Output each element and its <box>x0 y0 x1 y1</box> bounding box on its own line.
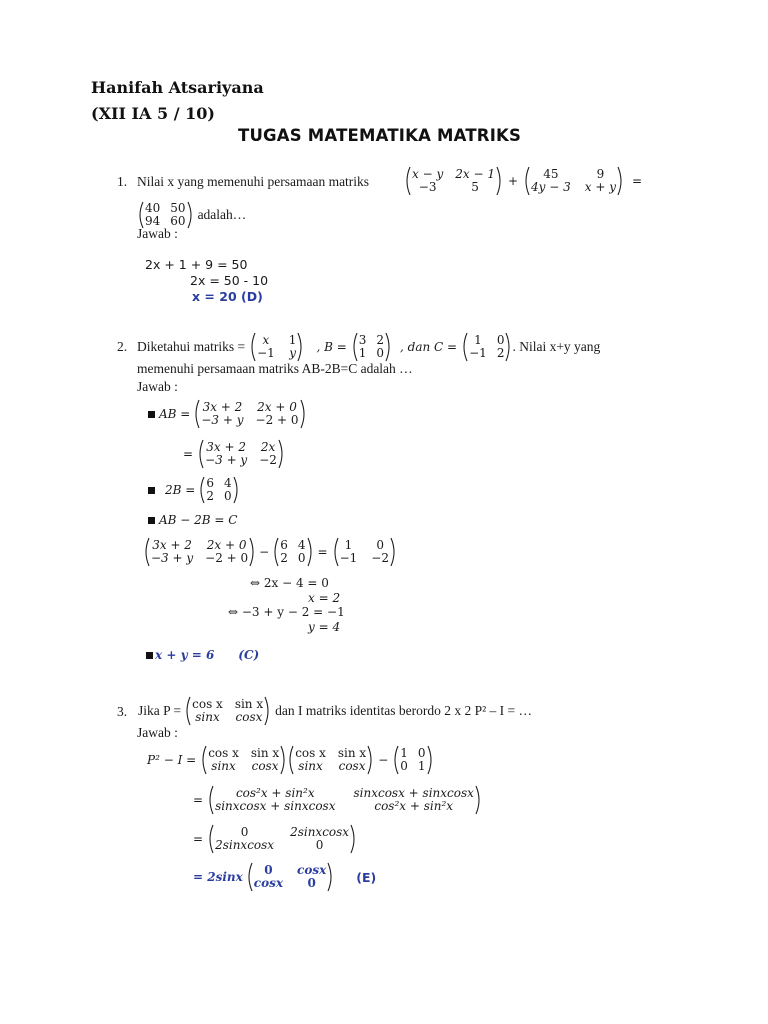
q2-matrix-full-right: 1 0 −1 −2 <box>332 537 397 567</box>
page-title: TUGAS MATEMATIKA MATRIKS <box>238 126 522 145</box>
q2-prompt-line-2: memenuhi persamaan matriks AB-2B=C adalah … <box>137 361 413 376</box>
q2-matrix-A: x 1 −1 y <box>249 332 304 362</box>
q2-solve-3: ⇔ −3 + y − 2 = −1 <box>228 605 345 619</box>
q3-final-row <box>193 861 376 893</box>
q3-step-1: = cos²x + sin²x sinxcosx + sinxcosx sinxcosx + sinxcosx cos²x + sin²x <box>193 784 482 816</box>
bullet-square-icon <box>148 487 155 494</box>
q1-step-2: 2x = 50 - 10 <box>190 273 269 288</box>
q1-matrix-2: 45 9 4y − 3 x + y <box>523 166 624 196</box>
q1-jawab-label: Jawab : <box>137 226 178 241</box>
bullet-square-icon <box>148 411 155 418</box>
q2-matrix-full-mid: 6 4 2 0 <box>272 537 313 567</box>
q2-substitution: 3x + 2 2x + 0 −3 + y −2 + 0 − 6 4 2 0 = 1 0 −1 −2 <box>143 536 397 568</box>
q3-matrix-step-1: cos²x + sin²x sinxcosx + sinxcosx sinxcosx + sinxcosx cos²x + sin²x <box>207 785 482 815</box>
student-class: (XII IA 5 / 10) <box>91 104 215 123</box>
q2-matrix-ab-simplified: 3x + 2 2x −3 + y −2 <box>197 439 285 469</box>
q1-matrix-3: 40 50 94 60 <box>137 201 194 229</box>
q2-answer: x + y = 6 <box>155 648 215 662</box>
q2-matrix-full-left: 3x + 2 2x + 0 −3 + y −2 + 0 <box>143 537 256 567</box>
q3-answer-choice: (E) <box>356 869 377 885</box>
q3-matrix-P-2: cos x sin x sinx cosx <box>287 745 374 775</box>
q2-answer-choice: (C) <box>238 648 260 662</box>
q1-matrix-1: x − y 2x − 1 −3 5 <box>404 166 503 196</box>
q3-final-coef: = 2sinx <box>193 870 243 884</box>
q1-number: 1. <box>117 174 128 189</box>
q2-ab-row: AB = 3x + 2 2x + 0 −3 + y −2 + 0 <box>148 398 307 430</box>
q2-prompt-line: Diketahui matriks = x 1 −1 y , B = 3 2 1 0 , dan C = 1 0 −1 2 . Nilai x+y yang <box>137 333 601 360</box>
student-name: Hanifah Atsariyana <box>91 78 264 97</box>
q3-number: 3. <box>117 704 128 719</box>
q2-jawab-label: Jawab : <box>137 379 178 394</box>
q1-prompt: Nilai x yang memenuhi persamaan matriks <box>137 174 370 189</box>
bullet-square-icon <box>146 652 153 659</box>
q3-matrix-P: cos x sin x sinx cosx <box>184 696 271 726</box>
q2-ab-simplified: = 3x + 2 2x −3 + y −2 <box>183 438 285 470</box>
q2-2b-row: 2B = 6 4 2 0 <box>148 475 240 505</box>
q2-answer-row <box>146 647 259 663</box>
q3-matrix-step-2: 0 2sinxcosx 2sinxcosx 0 <box>207 824 357 854</box>
q3-matrix-I: 1 0 0 1 <box>392 745 433 775</box>
q3-expand-row: P² − I = cos x sin x sinx cosx cos x sin x sinx cosx − 1 0 0 1 <box>147 744 434 776</box>
q3-prompt-line: Jika P = cos x sin x sinx cosx dan I matriks identitas berordo 2 x 2 P² – I = … <box>138 697 532 724</box>
q2-matrix-C: 1 0 −1 2 <box>461 332 512 362</box>
q2-solve-1: ⇔ 2x − 4 = 0 <box>250 576 329 590</box>
q2-solve-2: x = 2 <box>308 591 341 605</box>
q2-equation-row: AB − 2B = C <box>148 512 238 528</box>
q3-matrix-P-1: cos x sin x sinx cosx <box>200 745 287 775</box>
q1-suffix: adalah… <box>197 207 247 222</box>
q2-matrix-B: 3 2 1 0 <box>351 332 392 362</box>
q3-matrix-final: 0 cosx cosx 0 <box>246 862 334 892</box>
q2-matrix-ab: 3x + 2 2x + 0 −3 + y −2 + 0 <box>193 399 306 429</box>
q2-matrix-2b: 6 4 2 0 <box>198 476 239 504</box>
q2-number: 2. <box>117 339 128 354</box>
q2-solve-4: y = 4 <box>308 620 341 634</box>
q1-equation: x − y 2x − 1 −3 5 + 45 9 4y − 3 x + y = <box>404 164 642 198</box>
q3-jawab-label: Jawab : <box>137 725 178 740</box>
q1-step-1: 2x + 1 + 9 = 50 <box>145 257 248 272</box>
q1-answer: x = 20 (D) <box>192 289 263 304</box>
q3-step-2: = 0 2sinxcosx 2sinxcosx 0 <box>193 823 357 855</box>
bullet-square-icon <box>148 517 155 524</box>
